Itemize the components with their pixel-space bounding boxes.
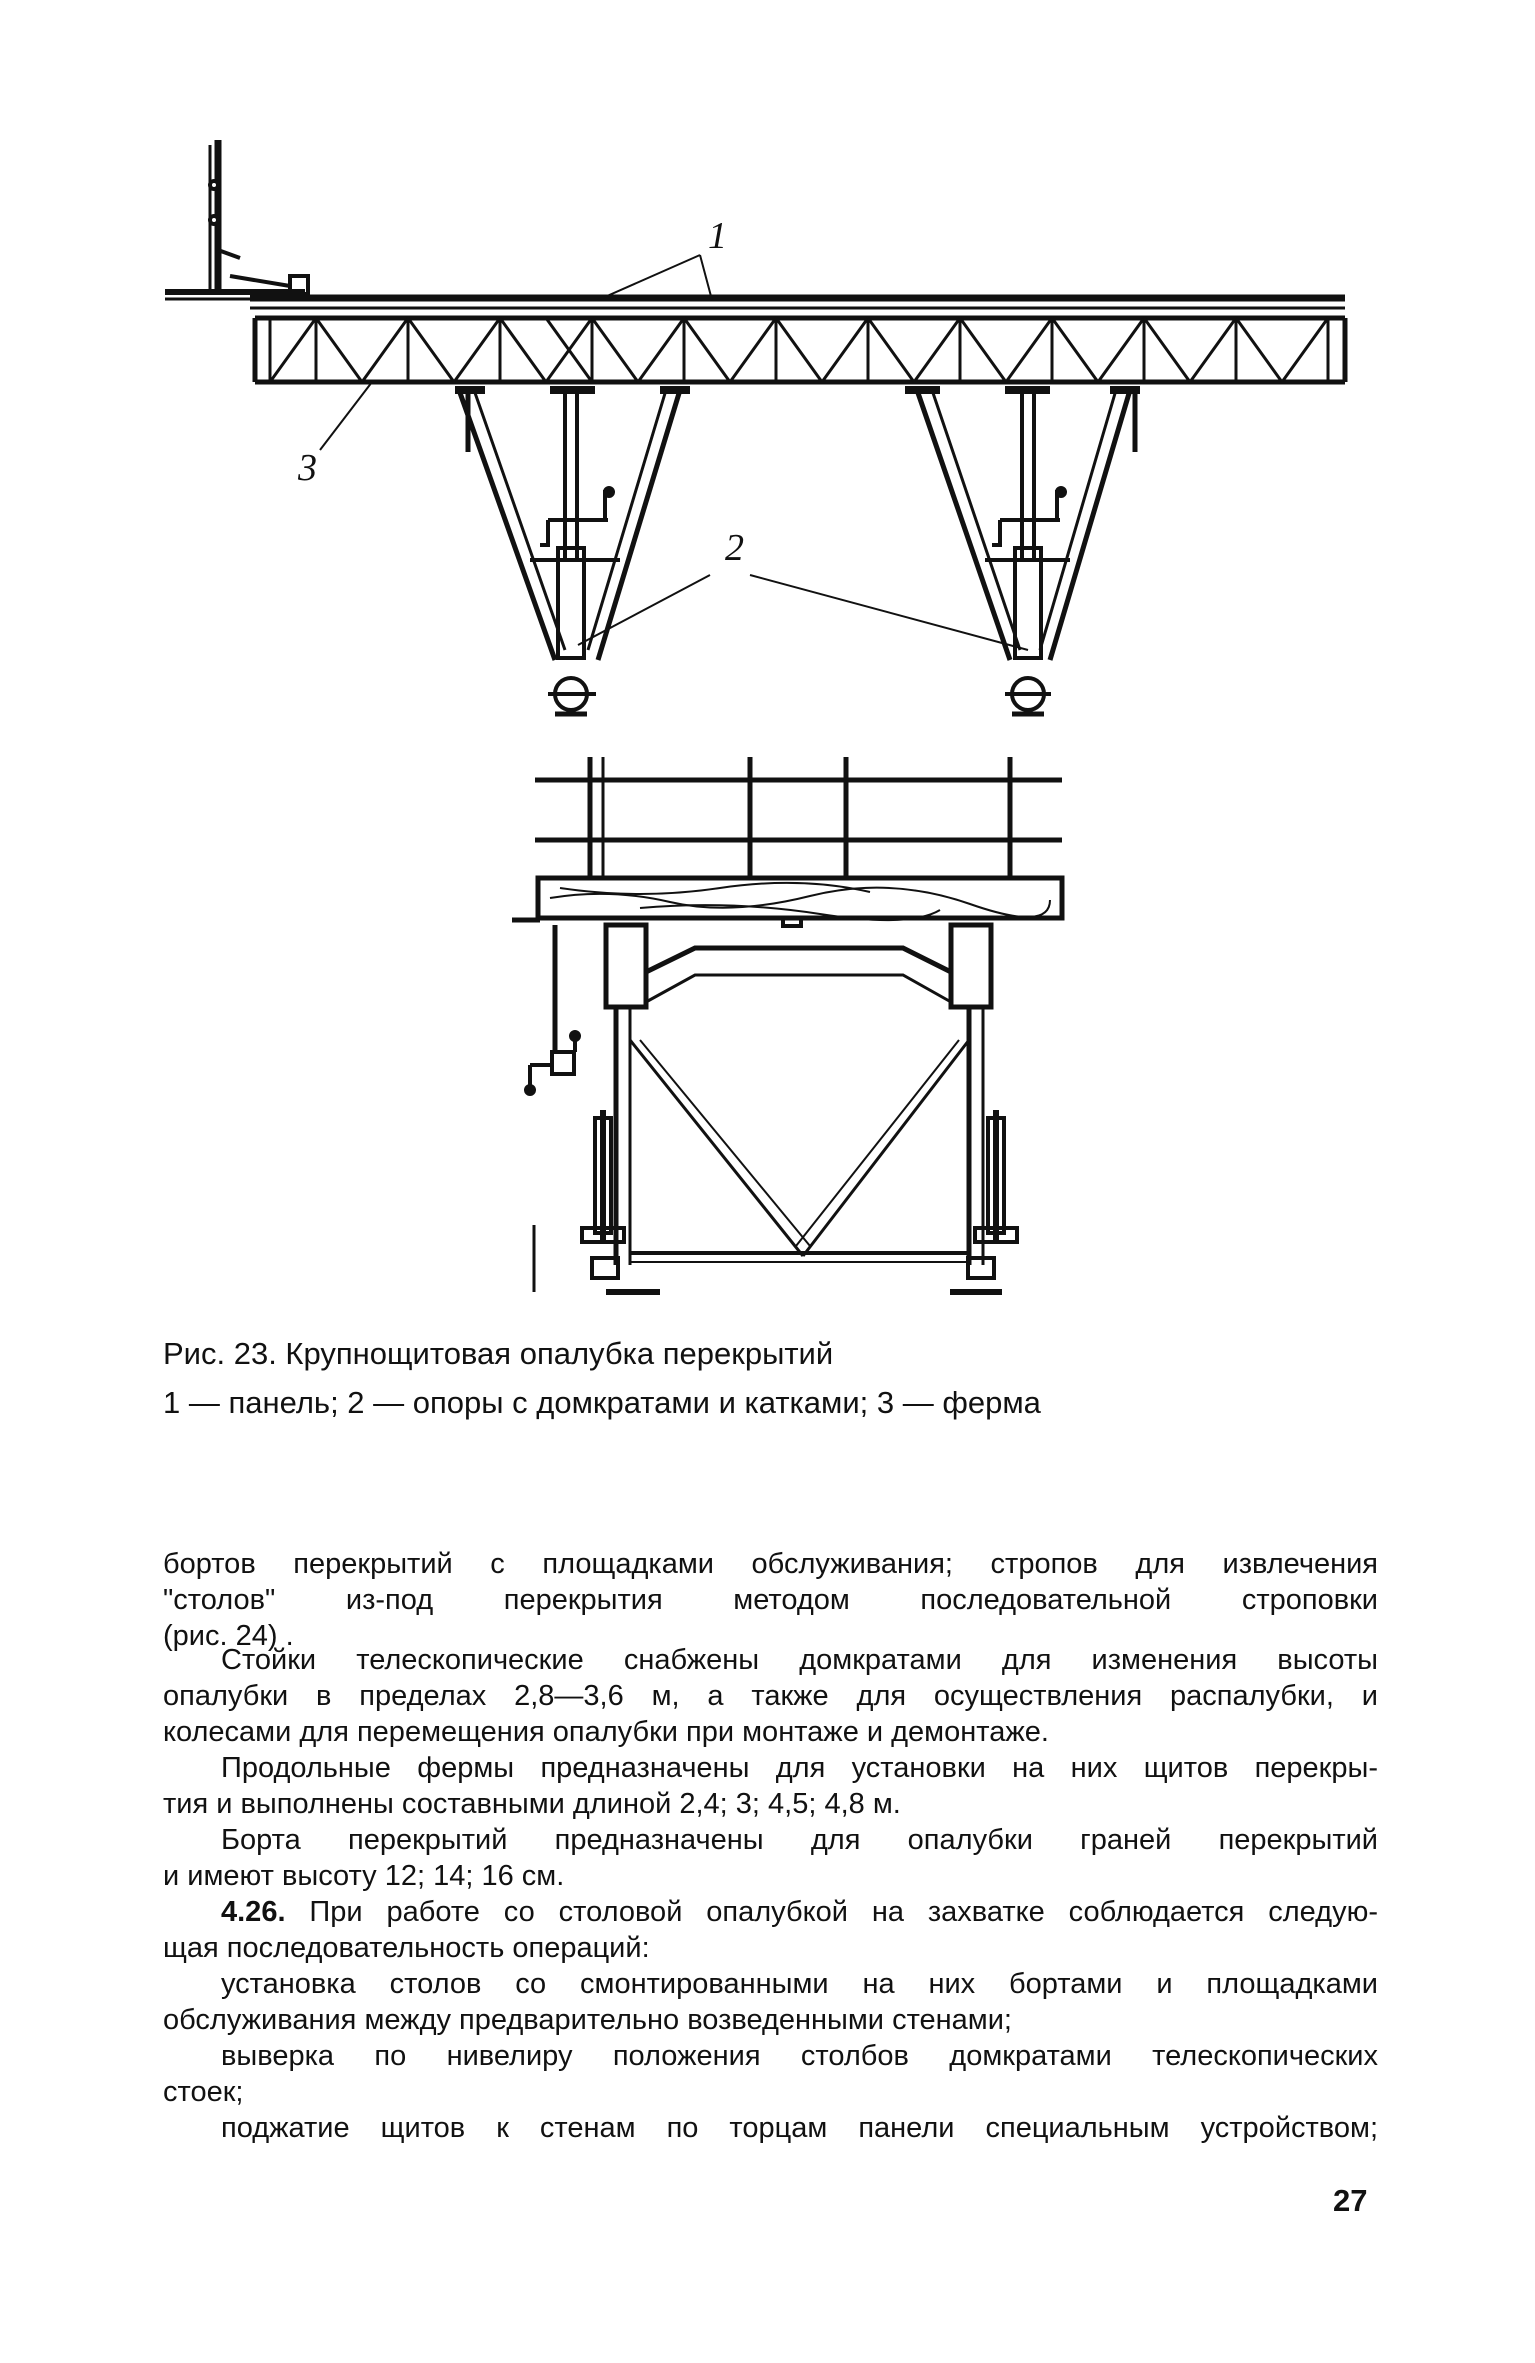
leader-lines bbox=[320, 255, 1028, 650]
page-number: 27 bbox=[1333, 2183, 1368, 2218]
text-line: (рис. 24) . bbox=[163, 1620, 294, 1652]
text-line: колесами для перемещения опалубки при монтаже и демонтаже. bbox=[163, 1716, 1049, 1748]
text-line: Продольные фермы предназначены для установки на них щитов перекры- bbox=[221, 1752, 1378, 1784]
text-line: Стойки телескопические снабжены домкратами для изменения высоты bbox=[221, 1644, 1378, 1676]
text-line: тия и выполнены составными длиной 2,4; 3; 4,5; 4,8 м. bbox=[163, 1788, 901, 1820]
text-line bbox=[163, 1894, 1378, 1930]
frame bbox=[606, 925, 991, 1265]
text-line: поджатие щитов к стенам по торцам панели специальным устройством; bbox=[221, 2112, 1378, 2144]
text-line: выверка по нивелиру положения столбов домкратами телескопических bbox=[221, 2040, 1378, 2072]
text-line: "столов" из-под перекрытия методом последовательной строповки bbox=[163, 1584, 1378, 1616]
figure-caption-legend: 1 — панель; 2 — опоры с домкратами и катками; 3 — ферма bbox=[163, 1385, 1041, 1420]
text-line: и имеют высоту 12; 14; 16 см. bbox=[163, 1860, 565, 1892]
label-1: 1 bbox=[708, 215, 727, 257]
label-3: 3 bbox=[298, 447, 317, 489]
section-number: 4.26. bbox=[221, 1896, 286, 1928]
text-line: Борта перекрытий предназначены для опалубки граней перекрытий bbox=[221, 1824, 1378, 1856]
jack-left bbox=[526, 925, 624, 1278]
text-line: бортов перекрытий с площадками обслуживания; стропов для извлечения bbox=[163, 1548, 1378, 1580]
text-span: При работе со столовой опалубкой на захватке соблюдается следую- bbox=[309, 1896, 1378, 1928]
jack-right bbox=[968, 1110, 1017, 1278]
panel-deck bbox=[250, 298, 1345, 308]
side-view bbox=[165, 140, 1345, 714]
timber-deck bbox=[512, 878, 1062, 926]
support-left bbox=[455, 388, 690, 714]
text-line: установка столов со смонтированными на них бортами и площадками bbox=[221, 1968, 1378, 2000]
text-line: щая последовательность операций: bbox=[163, 1932, 650, 1964]
truss-web bbox=[270, 318, 1328, 382]
support-right bbox=[905, 388, 1140, 714]
text-line: стоек; bbox=[163, 2076, 244, 2108]
text-line: обслуживания между предварительно возведенными стенами; bbox=[163, 2004, 1012, 2036]
label-2: 2 bbox=[725, 527, 744, 569]
text-line: опалубки в пределах 2,8—3,6 м, а также для осуществления распалубки, и bbox=[163, 1680, 1378, 1712]
railing-post bbox=[210, 140, 240, 290]
railing bbox=[535, 757, 1062, 878]
end-view bbox=[512, 757, 1062, 1292]
figure-caption-title: Рис. 23. Крупнощитовая опалубка перекрытий bbox=[163, 1336, 834, 1371]
